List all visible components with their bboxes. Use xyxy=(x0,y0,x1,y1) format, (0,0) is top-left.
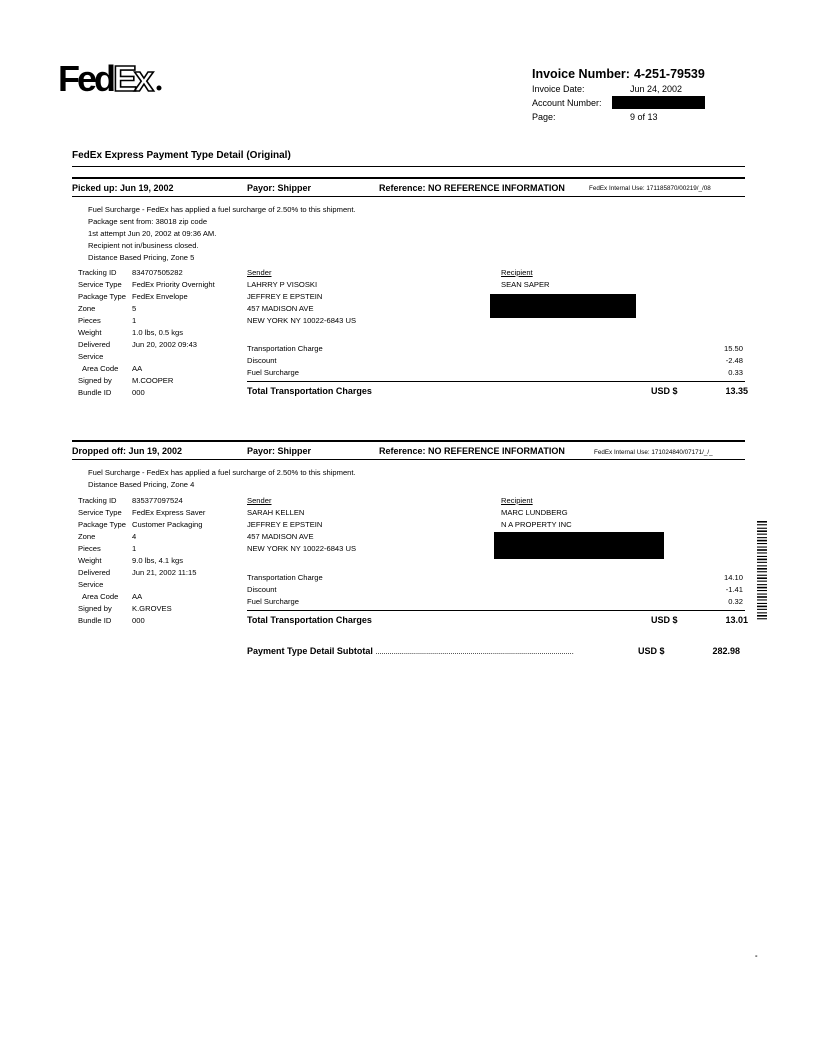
pieces-label: Pieces xyxy=(78,316,101,325)
sender-line: 457 MADISON AVE xyxy=(247,532,314,541)
shipment-1-note: Distance Based Pricing, Zone 5 xyxy=(88,253,195,262)
service-area-label: Service xyxy=(78,580,104,589)
recipient-line: SEAN SAPER xyxy=(501,280,550,289)
weight-value: 9.0 lbs, 4.1 kgs xyxy=(132,556,184,565)
shipment-1-note: Recipient not in/business closed. xyxy=(88,241,199,250)
transport-charge-label: Transportation Charge xyxy=(247,573,323,582)
subtotal-label: Payment Type Detail Subtotal xyxy=(247,646,373,656)
total-label: Total Transportation Charges xyxy=(247,615,372,625)
shipment-1-internal: FedEx Internal Use: 171185870/00219/_/08 xyxy=(589,185,711,192)
discount-label: Discount xyxy=(247,356,277,365)
weight-label: Weight xyxy=(78,328,102,337)
footer-mark: - xyxy=(755,951,758,960)
service-type-value: FedEx Express Saver xyxy=(132,508,206,517)
sender-line: JEFFREY E EPSTEIN xyxy=(247,292,323,301)
shipment-2-note: Fuel Surcharge - FedEx has applied a fuel surcharge of 2.50% to this shipment. xyxy=(88,468,356,477)
sender-label: Sender xyxy=(247,496,272,505)
service-type-value: FedEx Priority Overnight xyxy=(132,280,215,289)
shipment-1-header-rule xyxy=(72,196,745,197)
delivered-value: Jun 20, 2002 09:43 xyxy=(132,340,198,349)
total-currency: USD $ xyxy=(651,386,678,396)
bundle-id-label: Bundle ID xyxy=(78,388,112,397)
package-type-label: Package Type xyxy=(78,292,126,301)
shipment-1-top-rule xyxy=(72,177,745,179)
section-rule xyxy=(72,166,745,167)
recipient-label: Recipient xyxy=(501,496,533,505)
sender-line: 457 MADISON AVE xyxy=(247,304,314,313)
subtotal-currency: USD $ xyxy=(638,646,665,656)
service-type-label: Service Type xyxy=(78,508,122,517)
invoice-number-label: Invoice Number: xyxy=(532,67,630,81)
discount-value: -1.41 xyxy=(725,585,743,594)
svg-text:Fed: Fed xyxy=(58,58,114,98)
shipment-2-internal: FedEx Internal Use: 171024840/07171/_/_ xyxy=(594,449,713,456)
sender-line: LAHRRY P VISOSKI xyxy=(247,280,318,289)
invoice-number xyxy=(532,67,705,81)
fuel-surcharge-label: Fuel Surcharge xyxy=(247,597,299,606)
payment-subtotal-row xyxy=(247,646,747,656)
total-currency: USD $ xyxy=(651,615,678,625)
transport-charge-label: Transportation Charge xyxy=(247,344,323,353)
zone-label: Zone xyxy=(78,304,96,313)
page-value: 9 of 13 xyxy=(630,112,658,122)
total-rule xyxy=(247,381,745,382)
transport-charge-value: 15.50 xyxy=(723,344,743,353)
discount-value: -2.48 xyxy=(725,356,743,365)
recipient-label: Recipient xyxy=(501,268,533,277)
signed-by-label: Signed by xyxy=(78,604,112,613)
page-label: Page: xyxy=(532,112,556,122)
svg-text:Ex: Ex xyxy=(113,58,152,98)
recipient-line: N A PROPERTY INC xyxy=(501,520,572,529)
sender-line: NEW YORK NY 10022-6843 US xyxy=(247,544,357,553)
pieces-label: Pieces xyxy=(78,544,101,553)
tracking-id-value: 834707505282 xyxy=(132,268,183,277)
tracking-id-value: 835377097524 xyxy=(132,496,183,505)
area-code-label: Area Code xyxy=(82,364,119,373)
delivered-label: Delivered xyxy=(78,568,111,577)
account-number-redaction xyxy=(612,96,705,109)
total-rule xyxy=(247,610,745,611)
shipment-2-note: Distance Based Pricing, Zone 4 xyxy=(88,480,195,489)
area-code-value: AA xyxy=(132,364,143,373)
tracking-id-label: Tracking ID xyxy=(78,268,117,277)
signed-by-label: Signed by xyxy=(78,376,112,385)
package-type-value: FedEx Envelope xyxy=(132,292,188,301)
recipient-line: MARC LUNDBERG xyxy=(501,508,568,517)
shipment-2-payor: Payor: Shipper xyxy=(247,446,312,456)
bundle-id-value: 000 xyxy=(132,616,145,625)
weight-label: Weight xyxy=(78,556,102,565)
transport-charge-value: 14.10 xyxy=(723,573,743,582)
barcode xyxy=(757,521,767,621)
service-area-label: Service xyxy=(78,352,104,361)
shipment-1-note: Fuel Surcharge - FedEx has applied a fuel surcharge of 2.50% to this shipment. xyxy=(88,205,356,214)
recipient-address-redaction xyxy=(494,532,664,559)
sender-line: JEFFREY E EPSTEIN xyxy=(247,520,323,529)
shipment-2-event: Dropped off: Jun 19, 2002 xyxy=(72,446,183,456)
shipment-1-note: Package sent from: 38018 zip code xyxy=(88,217,208,226)
total-label: Total Transportation Charges xyxy=(247,386,372,396)
pieces-value: 1 xyxy=(132,316,137,325)
account-number-label: Account Number: xyxy=(532,98,602,108)
subtotal-value: 282.98 xyxy=(712,646,740,656)
delivered-value: Jun 21, 2002 11:15 xyxy=(132,568,197,577)
sender-label: Sender xyxy=(247,268,272,277)
invoice-number-value: 4-251-79539 xyxy=(633,67,705,81)
shipment-1-event: Picked up: Jun 19, 2002 xyxy=(72,183,174,193)
total-value: 13.01 xyxy=(725,615,748,625)
zone-value: 4 xyxy=(132,532,137,541)
sender-line: SARAH KELLEN xyxy=(247,508,305,517)
zone-value: 5 xyxy=(132,304,137,313)
shipment-1-payor: Payor: Shipper xyxy=(247,183,312,193)
section-title: FedEx Express Payment Type Detail (Original) xyxy=(72,150,291,161)
shipment-1-reference: Reference: NO REFERENCE INFORMATION xyxy=(379,183,565,193)
tracking-id-label: Tracking ID xyxy=(78,496,117,505)
fedex-logo xyxy=(58,58,168,98)
invoice-date-label: Invoice Date: xyxy=(532,84,585,94)
signed-by-value: M.COOPER xyxy=(132,376,174,385)
bundle-id-value: 000 xyxy=(132,388,145,397)
discount-label: Discount xyxy=(247,585,277,594)
package-type-label: Package Type xyxy=(78,520,126,529)
total-value: 13.35 xyxy=(725,386,748,396)
shipment-2-reference: Reference: NO REFERENCE INFORMATION xyxy=(379,446,565,456)
shipment-2-top-rule xyxy=(72,440,745,442)
subtotal-leader-dots: .................................................................................................. xyxy=(375,647,574,656)
recipient-address-redaction xyxy=(490,294,636,318)
zone-label: Zone xyxy=(78,532,96,541)
area-code-value: AA xyxy=(132,592,143,601)
invoice-date-value: Jun 24, 2002 xyxy=(630,84,683,94)
fuel-surcharge-value: 0.33 xyxy=(728,368,743,377)
shipment-1-note: 1st attempt Jun 20, 2002 at 09:36 AM. xyxy=(88,229,217,238)
fuel-surcharge-label: Fuel Surcharge xyxy=(247,368,299,377)
bundle-id-label: Bundle ID xyxy=(78,616,112,625)
sender-line: NEW YORK NY 10022-6843 US xyxy=(247,316,357,325)
pieces-value: 1 xyxy=(132,544,137,553)
weight-value: 1.0 lbs, 0.5 kgs xyxy=(132,328,184,337)
area-code-label: Area Code xyxy=(82,592,119,601)
package-type-value: Customer Packaging xyxy=(132,520,203,529)
shipment-2-header-rule xyxy=(72,459,745,460)
service-type-label: Service Type xyxy=(78,280,122,289)
fuel-surcharge-value: 0.32 xyxy=(728,597,743,606)
delivered-label: Delivered xyxy=(78,340,111,349)
signed-by-value: K.GROVES xyxy=(132,604,172,613)
